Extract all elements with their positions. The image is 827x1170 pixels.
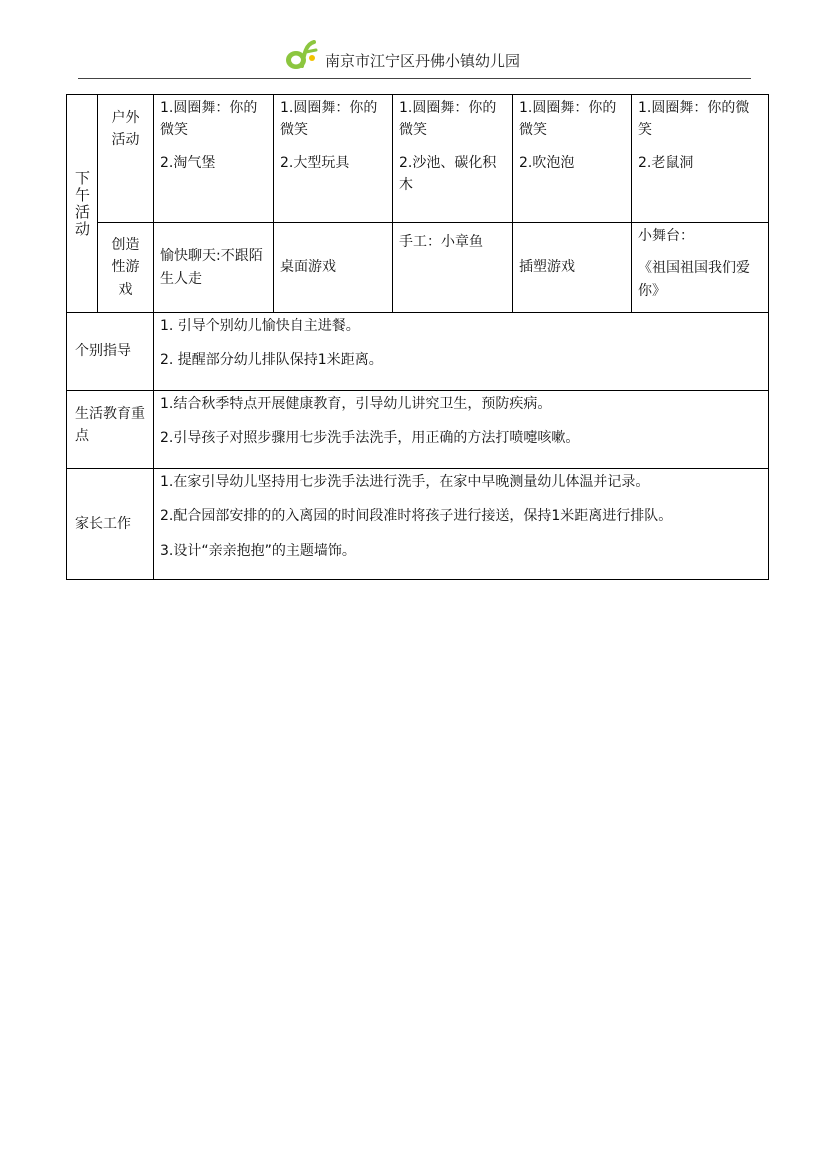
life-education-content	[154, 391, 769, 469]
outdoor-day-3	[393, 95, 513, 223]
header-divider	[78, 78, 751, 79]
creative-day-4	[513, 223, 632, 313]
creative-day-3-text: 手工：小章鱼	[399, 234, 483, 250]
weekly-plan-table	[66, 94, 769, 580]
outdoor-day-1-line-1: 1.圆圈舞：你的微笑	[160, 100, 258, 139]
creative-day-3	[393, 223, 513, 313]
life-education-label	[67, 391, 154, 469]
page-header	[78, 36, 751, 80]
outdoor-day-4	[513, 95, 632, 223]
life-education-item-2: 2.引导孩子对照步骤用七步洗手法洗手，用正确的方法打喷嚏咳嗽。	[160, 430, 580, 447]
individual-content	[154, 313, 769, 391]
outdoor-day-4-line-1: 1.圆圈舞：你的微笑	[519, 100, 617, 139]
outdoor-day-2	[274, 95, 393, 223]
parents-content	[154, 469, 769, 580]
outdoor-day-2-line-2: 2.大型玩具	[280, 154, 350, 171]
creative-day-5-line-1: 小舞台：	[638, 228, 694, 244]
creative-day-2-text: 桌面游戏	[280, 259, 336, 276]
outdoor-label: 户外活动	[98, 95, 154, 223]
outdoor-day-5-line-2: 2.老鼠洞	[638, 154, 694, 171]
parents-item-3: 3.设计“亲亲抱抱”的主题墙饰。	[160, 542, 356, 559]
creative-day-5	[632, 223, 769, 313]
creative-day-4-text: 插塑游戏	[519, 259, 575, 276]
life-education-label-text: 生活教育重点	[75, 406, 145, 445]
outdoor-day-5	[632, 95, 769, 223]
creative-game-row	[67, 223, 769, 313]
parents-item-2: 2.配合园部安排的的入离园的时间段准时将孩子进行接送，保持1米距离进行排队。	[160, 508, 673, 525]
outdoor-day-1-line-2: 2.淘气堡	[160, 154, 216, 171]
individual-item-1: 1. 引导个别幼儿愉快自主进餐。	[160, 318, 360, 334]
life-education-item-1: 1.结合秋季特点开展健康教育，引导幼儿讲究卫生，预防疾病。	[160, 396, 552, 412]
creative-day-1-text: 愉快聊天:不跟陌生人走	[160, 248, 263, 287]
individual-item-2: 2. 提醒部分幼儿排队保持1米距离。	[160, 352, 383, 369]
creative-label: 创造性游戏	[98, 223, 154, 313]
outdoor-day-3-line-2: 2.沙池、碳化积木	[399, 154, 497, 194]
school-name: 南京市江宁区丹佛小镇幼儿园	[325, 52, 521, 70]
parents-work-row	[67, 469, 769, 580]
creative-day-5-line-2: 《祖国祖国我们爱你》	[638, 260, 750, 299]
df-logo-icon	[284, 38, 318, 72]
individual-label: 个别指导	[67, 313, 154, 391]
creative-day-2	[274, 223, 393, 313]
afternoon-label: 下午活动	[67, 95, 98, 313]
individual-guidance-row	[67, 313, 769, 391]
life-education-row	[67, 391, 769, 469]
creative-day-1	[154, 223, 274, 313]
parents-item-1: 1.在家引导幼儿坚持用七步洗手法进行洗手，在家中早晚测量幼儿体温并记录。	[160, 474, 650, 490]
parents-label: 家长工作	[67, 469, 154, 580]
outdoor-day-1	[154, 95, 274, 223]
outdoor-day-3-line-1: 1.圆圈舞：你的微笑	[399, 100, 497, 139]
outdoor-day-4-line-2: 2.吹泡泡	[519, 154, 575, 171]
outdoor-activity-row	[67, 95, 769, 223]
outdoor-day-5-line-1: 1.圆圈舞：你的微笑	[638, 100, 750, 139]
outdoor-day-2-line-1: 1.圆圈舞：你的微笑	[280, 100, 378, 139]
